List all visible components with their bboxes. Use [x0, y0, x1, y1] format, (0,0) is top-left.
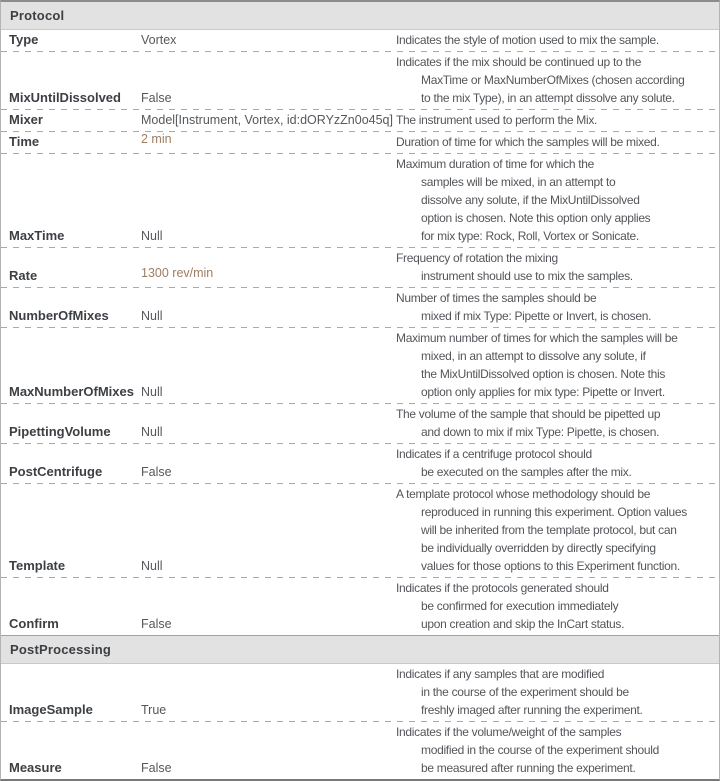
option-description [396, 133, 711, 151]
option-value: Null [141, 309, 163, 323]
description-line: to the mix Type), in an attempt dissolve any solute. [421, 91, 675, 105]
description-line: samples will be mixed, in an attempt to [421, 175, 616, 189]
description-line: values for those options to this Experiment function. [421, 559, 680, 573]
description-line: freshly imaged after running the experiment. [421, 703, 643, 717]
description-line: Duration of time for which the samples will be mixed. [396, 135, 660, 149]
option-description [396, 111, 711, 129]
description-line: A template protocol whose methodology should be [396, 487, 651, 501]
description-line: for mix type: Rock, Roll, Vortex or Sonicate. [421, 229, 639, 243]
option-row-confirm [1, 578, 719, 635]
option-name: ImageSample [9, 702, 93, 717]
option-row-rate [1, 248, 719, 287]
description-line: will be inherited from the template protocol, but can [421, 523, 677, 537]
description-line: be individually overridden by directly specifying [421, 541, 656, 555]
option-value: Null [141, 385, 163, 399]
option-name: Type [9, 32, 39, 47]
option-value: Null [141, 425, 163, 439]
option-description [396, 445, 711, 481]
option-row-maxnumberofmixes [1, 328, 719, 403]
option-description [396, 31, 711, 49]
section-title: Protocol [10, 8, 65, 23]
section-header-postprocessing [1, 635, 719, 664]
description-line: option only applies for mix type: Pipette or Invert. [421, 385, 665, 399]
option-name: MaxTime [9, 228, 65, 243]
description-line: The volume of the sample that should be pipetted up [396, 407, 661, 421]
option-row-maxtime [1, 154, 719, 247]
option-name: PipettingVolume [9, 424, 111, 439]
description-line: the MixUntilDissolved option is chosen. Note this [421, 367, 666, 381]
description-line: be executed on the samples after the mix. [421, 465, 632, 479]
description-line: be measured after running the experiment. [421, 761, 636, 775]
description-line: reproduced in running this experiment. Option values [421, 505, 687, 519]
option-value: Null [141, 229, 163, 243]
option-row-measure [1, 722, 719, 779]
option-name: MaxNumberOfMixes [9, 384, 134, 399]
option-name: Confirm [9, 616, 59, 631]
option-description [396, 155, 711, 245]
description-line: Maximum number of times for which the samples will be [396, 331, 678, 345]
option-description [396, 249, 711, 285]
option-value: False [141, 617, 172, 631]
option-name: Rate [9, 268, 38, 283]
option-row-pipettingvolume [1, 404, 719, 443]
description-line: be confirmed for execution immediately [421, 599, 619, 613]
option-name: NumberOfMixes [9, 308, 109, 323]
option-row-imagesample [1, 664, 719, 721]
option-value: Vortex [141, 33, 177, 47]
option-description [396, 329, 711, 401]
description-line: The instrument used to perform the Mix. [396, 113, 598, 127]
option-row-type [1, 30, 719, 51]
description-line: Indicates if a centrifuge protocol should [396, 447, 592, 461]
option-row-numberofmixes [1, 288, 719, 327]
description-line: dissolve any solute, if the MixUntilDissolved [421, 193, 640, 207]
option-name: Measure [9, 760, 62, 775]
option-row-mixuntildissolved [1, 52, 719, 109]
option-description [396, 723, 711, 777]
option-value: True [141, 703, 167, 717]
description-line: Frequency of rotation the mixing [396, 251, 558, 265]
option-description [396, 485, 711, 575]
option-name: MixUntilDissolved [9, 90, 121, 105]
description-line: Indicates if the volume/weight of the samples [396, 725, 622, 739]
option-value: False [141, 91, 172, 105]
description-line: instrument should use to mix the samples. [421, 269, 633, 283]
section-header-protocol [1, 2, 719, 30]
description-line: in the course of the experiment should be [421, 685, 629, 699]
description-line: modified in the course of the experiment should [421, 743, 660, 757]
description-line: mixed if mix Type: Pipette or Invert, is chosen. [421, 309, 652, 323]
description-line: option is chosen. Note this option only applies [421, 211, 651, 225]
option-name: Template [9, 558, 66, 573]
description-line: mixed, in an attempt to dissolve any solute, if [421, 349, 646, 363]
option-value: 1300 rev/min [141, 266, 214, 280]
description-line: Indicates if the mix should be continued up to the [396, 55, 642, 69]
option-value: False [141, 761, 172, 775]
option-name: Time [9, 134, 40, 149]
option-name: PostCentrifuge [9, 464, 103, 479]
option-description [396, 405, 711, 441]
option-value: False [141, 465, 172, 479]
description-line: and down to mix if mix Type: Pipette, is chosen. [421, 425, 660, 439]
section-title: PostProcessing [10, 642, 112, 657]
option-value: Null [141, 559, 163, 573]
description-line: Maximum duration of time for which the [396, 157, 595, 171]
option-name: Mixer [9, 112, 43, 127]
option-row-template [1, 484, 719, 577]
description-line: MaxTime or MaxNumberOfMixes (chosen according [421, 73, 685, 87]
option-description [396, 53, 711, 107]
option-value: 2 min [141, 132, 172, 146]
description-line: Indicates if the protocols generated should [396, 581, 609, 595]
option-row-time [1, 132, 719, 153]
option-description [396, 579, 711, 633]
description-line: upon creation and skip the InCart status. [421, 617, 625, 631]
option-description [396, 665, 711, 719]
description-line: Indicates if any samples that are modified [396, 667, 605, 681]
description-line: Number of times the samples should be [396, 291, 597, 305]
option-row-postcentrifuge [1, 444, 719, 483]
description-line: Indicates the style of motion used to mix the sample. [396, 33, 659, 47]
option-row-mixer [1, 110, 719, 131]
option-value: Model[Instrument, Vortex, id:dORYzZn0o45q] [141, 113, 393, 127]
option-description [396, 289, 711, 325]
